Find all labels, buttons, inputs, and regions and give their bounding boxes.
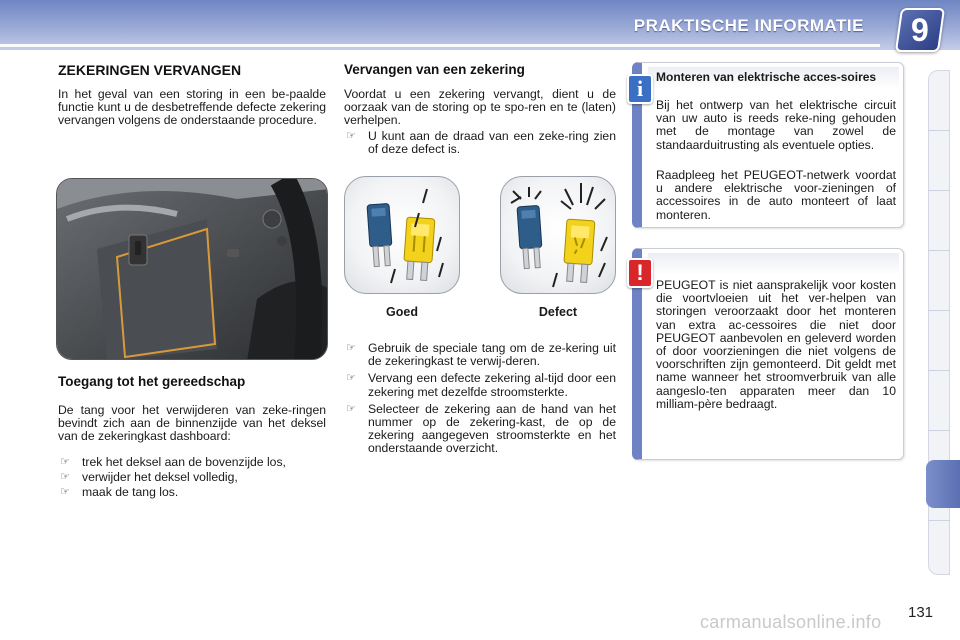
good-label: Goed xyxy=(386,305,418,319)
chapter-badge xyxy=(895,8,945,52)
replace-heading: Vervangen van een zekering xyxy=(344,62,525,77)
info-box-paragraph: Bij het ontwerp van het elektrische circuit van uw auto is reeds reke-ning gehouden met de montage van zowel de standaarduitrusting als eventuele opties. xyxy=(656,98,896,152)
defect-label: Defect xyxy=(538,305,578,319)
tools-paragraph: De tang voor het verwijderen van zeke-ringen bevindt zich aan de binnenzijde van het deksel van de zekeringkast dashboard: xyxy=(58,403,326,444)
replace-note xyxy=(344,130,616,158)
pointing-hand-icon: ☞ xyxy=(60,486,70,499)
pointing-hand-icon: ☞ xyxy=(346,130,356,142)
watermark: carmanualsonline.info xyxy=(700,612,882,632)
tab-divider xyxy=(928,250,950,251)
info-box-paragraph: Raadpleeg het PEUGEOT-netwerk voordat u andere elektrische voor-zieningen of accessoires in de auto monteert of laat monteren. xyxy=(656,168,896,222)
tools-heading: Toegang tot het gereedschap xyxy=(58,374,246,389)
header-divider xyxy=(0,44,880,47)
pointing-hand-icon: ☞ xyxy=(346,372,356,385)
tools-steps xyxy=(58,456,326,502)
replace-intro: Voordat u een zekering vervangt, dient u de oorzaak van de storing op te spo-ren en te (laten) verhelpen. xyxy=(344,87,616,128)
list-item: ☞ Vervang een defecte zekering al-tijd door een zekering met dezelfde stroomsterkte. xyxy=(346,371,616,399)
main-heading: ZEKERINGEN VERVANGEN xyxy=(58,62,242,78)
tab-divider xyxy=(928,430,950,431)
warning-box-header xyxy=(648,253,899,275)
chapter-number: 9 xyxy=(911,12,929,48)
replace-steps xyxy=(344,342,616,460)
list-item: ☞ trek het deksel aan de bovenzijde los, xyxy=(60,455,286,469)
list-item: ☞ verwijder het deksel volledig, xyxy=(60,470,238,485)
list-item: ☞ Selecteer de zekering aan de hand van het nummer op de zekering-kast, de op de zekering aangegeven stroomsterkte en het onderstaande overzicht. xyxy=(346,401,616,456)
tab-divider xyxy=(928,190,950,191)
list-item: ☞ Gebruik de speciale tang om de ze-kering uit de zekeringkast te verwij-deren. xyxy=(346,341,616,369)
info-box-title: Monteren van elektrische acces-soires xyxy=(656,70,877,84)
info-icon: i xyxy=(627,74,653,104)
defect-fuse-illustration xyxy=(500,176,616,294)
section-title: PRAKTISCHE INFORMATIE xyxy=(633,16,864,35)
tab-divider xyxy=(928,130,950,131)
good-fuse-illustration xyxy=(344,176,460,294)
tab-divider xyxy=(928,310,950,311)
tab-divider xyxy=(928,520,950,521)
list-item: ☞ U kunt aan de draad van een zeke-ring zien of deze defect is. xyxy=(346,129,616,157)
warning-text: PEUGEOT is niet aansprakelijk voor kosten die voortvloeien uit het ver-helpen van storingen veroorzaakt door het monteren van extra ac-cessoires die niet door PEUGEOT aanbevolen en geleverd worden of door voorzieningen die niet volgens de voorschriften zijn gemonteerd. Dit geldt met name wanneer het stroomverbruik van alle aangeslo-ten apparaten meer dan 10 milliam-père bedraagt. xyxy=(656,278,896,411)
intro-paragraph: In het geval van een storing in een be-paalde functie kunt u de desbetreffende defecte zekering vervangen volgens de onderstaande procedure. xyxy=(58,87,326,128)
pointing-hand-icon: ☞ xyxy=(60,471,70,484)
pointing-hand-icon: ☞ xyxy=(60,456,70,468)
list-item: ☞ maak de tang los. xyxy=(60,485,179,500)
pointing-hand-icon: ☞ xyxy=(346,402,356,415)
warning-icon: ! xyxy=(627,258,653,288)
pointing-hand-icon: ☞ xyxy=(346,342,356,354)
active-chapter-tab[interactable] xyxy=(926,460,960,508)
tab-divider xyxy=(928,370,950,371)
dashboard-fusebox-photo xyxy=(56,178,328,360)
page-number: 131 xyxy=(908,604,934,621)
